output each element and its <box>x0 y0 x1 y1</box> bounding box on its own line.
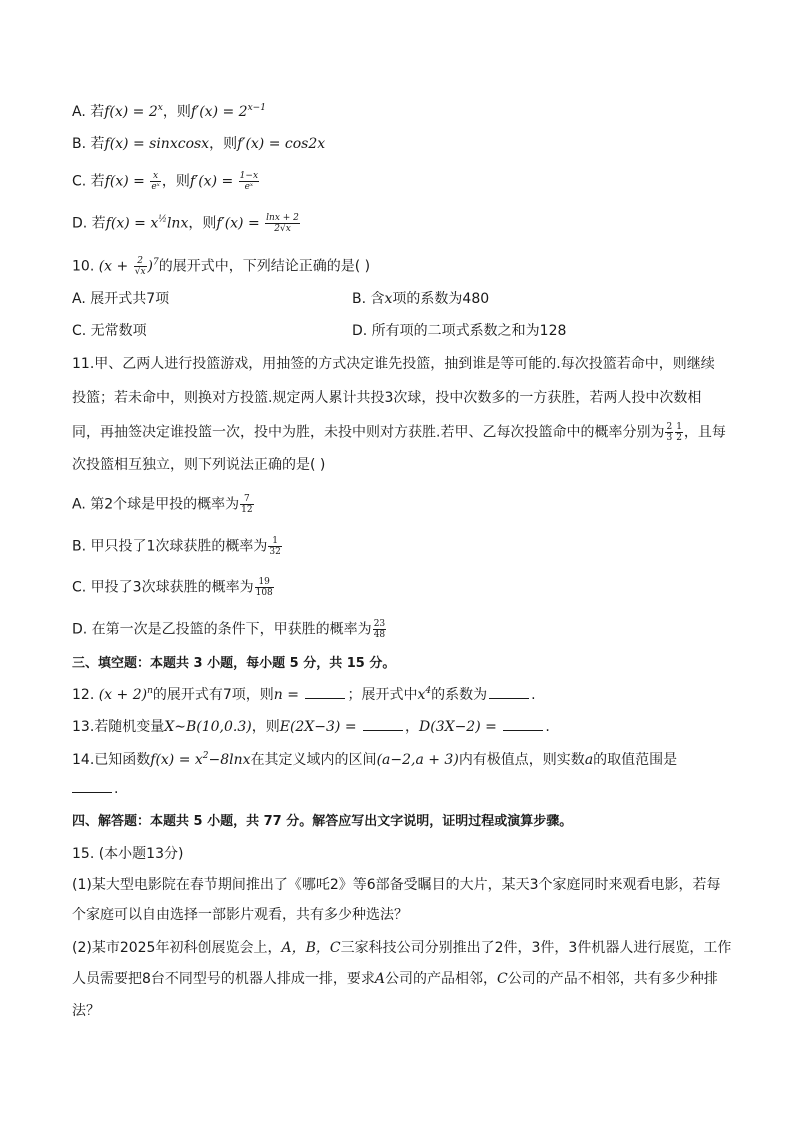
punctuation: . <box>531 687 536 703</box>
exponent: x <box>157 103 163 113</box>
q9-option-c[interactable] <box>72 171 260 192</box>
fraction <box>255 577 274 598</box>
question-text: 的展开式有7项，则 <box>152 687 274 703</box>
option-text: 项的系数为480 <box>392 291 490 307</box>
option-text: A. 第2个球是甲投的概率为 <box>72 496 240 513</box>
question-text: 三家科技公司分别推出了2件，3件，3件机器人进行展览，工作 <box>340 940 732 956</box>
q11-option-b[interactable] <box>72 536 283 557</box>
denominator: eˣ <box>151 182 160 192</box>
question-text: 人员需要把8台不同型号的机器人排成一排，要求 <box>72 971 375 987</box>
q14-answer-line <box>72 780 118 798</box>
math: D(3X−2) = <box>419 719 502 735</box>
text: ，则 <box>161 173 190 190</box>
question-text: (2)某市2025年初科创展览会上， <box>72 940 282 956</box>
math: x <box>384 291 393 307</box>
math: X∼B(10,0.3) <box>164 719 252 735</box>
numerator: 2 <box>666 422 673 432</box>
denominator: 2 <box>676 433 682 443</box>
section-title: 四、解答题：本题共 5 小题，共 77 分。解答应写出文字说明，证明过程或演算步骤。 <box>72 814 573 829</box>
question-text: 内有极值点，则实数 <box>458 752 585 768</box>
q10-option-b[interactable] <box>352 290 489 308</box>
punctuation: . <box>114 781 119 797</box>
option-label: B. 若 <box>72 136 105 152</box>
fraction <box>150 171 161 192</box>
q15-part2-line2 <box>72 970 718 988</box>
exponent: 7 <box>153 257 159 268</box>
question-text: 次投篮相互独立，则下列说法正确的是( ) <box>72 457 326 473</box>
option-text: B. 甲只投了1次球获胜的概率为 <box>72 538 268 555</box>
math: lnx <box>166 215 189 232</box>
numerator: 1 <box>268 536 281 547</box>
question-text: 的展开式中，下列结论正确的是( ) <box>158 258 371 275</box>
math: A，B，C <box>281 940 341 956</box>
denominator: 3 <box>666 433 673 443</box>
denominator: eˣ <box>244 182 254 192</box>
numerator: 7 <box>240 494 253 505</box>
exponent: ½ <box>158 214 167 225</box>
denominator: 108 <box>255 588 273 598</box>
fraction <box>134 256 147 277</box>
q11-stem-line-3 <box>72 422 726 443</box>
math: f′(x) = cos2x <box>237 136 326 152</box>
question-text: ，则 <box>251 719 280 735</box>
numerator: x <box>150 171 161 182</box>
section-title: 三、填空题：本题共 3 小题，每小题 5 分，共 15 分。 <box>72 656 396 671</box>
question-text: ；展开式中 <box>347 687 418 703</box>
question-text: 的系数为 <box>431 687 488 703</box>
question-text: 13.若随机变量 <box>72 719 165 735</box>
question-text: 投篮；若未命中，则换对方投篮.规定两人累计共投3次球，投中次数多的一方获胜，若两人投中次数相 <box>72 390 702 406</box>
section-heading-solutions <box>72 813 572 831</box>
question-text: 同，再抽签决定谁投篮一次，投中为胜，未投中则对方获胜.若甲、乙每次投篮命中的概率分别为 <box>72 424 665 441</box>
denominator: 32 <box>269 547 281 557</box>
punctuation: ， <box>405 719 420 735</box>
q10-stem <box>72 256 370 277</box>
math: f(x) = sinxcosx <box>104 136 210 152</box>
math: (x + 2) <box>98 687 148 703</box>
fraction <box>373 619 386 640</box>
numerator: 1−x <box>239 171 259 181</box>
option-text: D. 所有项的二项式系数之和为128 <box>352 323 567 339</box>
question-text: 的取值范围是 <box>593 752 678 768</box>
math: (a−2,a + 3) <box>376 752 459 768</box>
numerator: 1 <box>676 422 682 432</box>
denominator: 2√x <box>274 224 291 234</box>
math: f(x) = <box>104 173 150 190</box>
q10-option-d[interactable] <box>352 322 566 340</box>
answer-blank[interactable] <box>305 686 345 699</box>
math: ) <box>147 258 153 275</box>
q11-stem-line-1 <box>72 355 715 373</box>
math: f′(x) = <box>216 215 265 232</box>
math: f′(x) = 2 <box>190 104 248 120</box>
option-text: B. 含 <box>352 291 385 307</box>
q15-part2-line3 <box>72 1002 100 1020</box>
q14 <box>72 751 677 769</box>
math: n = <box>273 687 304 703</box>
exponent: 4 <box>425 686 432 696</box>
option-text: D. 在第一次是乙投篮的条件下，甲获胜的概率为 <box>72 621 372 638</box>
math: −8lnx <box>208 752 251 768</box>
question-text: 个家庭可以自由选择一部影片观看，共有多少种选法？ <box>72 907 408 923</box>
option-text: C. 甲投了3次球获胜的概率为 <box>72 579 254 596</box>
question-text: 在其定义域内的区间 <box>250 752 377 768</box>
question-number: 12. <box>72 687 99 703</box>
q15-heading <box>72 845 183 863</box>
q15-part1-line2 <box>72 906 408 924</box>
math: A <box>374 971 386 987</box>
math: x <box>417 687 426 703</box>
question-number: 15. (本小题13分) <box>72 846 184 862</box>
q13 <box>72 718 550 736</box>
numerator: lnx + 2 <box>266 213 299 223</box>
option-label: A. 若 <box>72 104 105 120</box>
question-text: 公司的产品相邻， <box>385 971 498 987</box>
math: E(2X−3) = <box>279 719 362 735</box>
math: a <box>584 752 594 768</box>
exponent: 2 <box>202 751 209 761</box>
text: ，则 <box>209 136 238 152</box>
question-number: 10. <box>72 258 99 275</box>
exponent: x−1 <box>247 103 266 113</box>
q10-option-a[interactable] <box>72 290 169 308</box>
q10-option-c[interactable] <box>72 322 147 340</box>
question-text: ，且每 <box>683 424 726 441</box>
answer-blank[interactable] <box>503 718 543 731</box>
fraction <box>665 422 673 443</box>
denominator: 48 <box>373 630 386 640</box>
option-text: A. 展开式共7项 <box>72 291 170 307</box>
question-text: 14.已知函数 <box>72 752 151 768</box>
math: f(x) = x <box>105 215 159 232</box>
punctuation: . <box>545 719 550 735</box>
question-text: 公司的产品不相邻，共有多少种排 <box>507 971 718 987</box>
q15-part2-line1 <box>72 939 731 957</box>
fraction <box>240 494 253 515</box>
numerator: 23 <box>373 619 386 629</box>
q9-option-b[interactable] <box>72 135 325 153</box>
answer-blank[interactable] <box>363 718 403 731</box>
math: f(x) = 2 <box>104 104 158 120</box>
q11-option-a[interactable] <box>72 494 255 515</box>
question-text: (1)某大型电影院在春节期间推出了《哪吒2》等6部备受瞩目的大片，某天3个家庭同时来观看电影，若每 <box>72 877 721 893</box>
q12 <box>72 686 536 704</box>
section-heading-fill-in <box>72 655 395 673</box>
exponent: n <box>147 686 153 696</box>
numerator: 2 <box>134 256 147 267</box>
q9-option-a[interactable] <box>72 103 266 121</box>
fraction <box>239 171 259 192</box>
math: f′(x) = <box>189 173 238 190</box>
denominator: 12 <box>241 505 253 515</box>
fraction <box>675 422 683 443</box>
numerator: 19 <box>255 577 274 588</box>
math: (x + <box>98 258 133 275</box>
option-text: C. 无常数项 <box>72 323 147 339</box>
answer-blank[interactable] <box>72 780 112 793</box>
fraction <box>265 213 300 234</box>
question-text: 11.甲、乙两人进行投篮游戏，用抽签的方式决定谁先投篮，抽到谁是等可能的.每次投篮若命中，则继续 <box>72 356 715 372</box>
answer-blank[interactable] <box>489 686 529 699</box>
math: C <box>497 971 508 987</box>
q11-option-c[interactable] <box>72 577 275 598</box>
option-label: D. 若 <box>72 215 106 232</box>
q11-option-d[interactable] <box>72 619 387 640</box>
text: ，则 <box>188 215 217 232</box>
math: f(x) = x <box>150 752 203 768</box>
fraction <box>268 536 281 557</box>
q11-stem-line-2 <box>72 389 701 407</box>
question-text: 法？ <box>72 1003 100 1019</box>
q15-part1-line1 <box>72 876 721 894</box>
option-label: C. 若 <box>72 173 105 190</box>
text: ，则 <box>162 104 191 120</box>
q11-stem-line-4 <box>72 456 325 474</box>
q9-option-d[interactable] <box>72 213 301 234</box>
denominator: √x <box>134 267 146 277</box>
